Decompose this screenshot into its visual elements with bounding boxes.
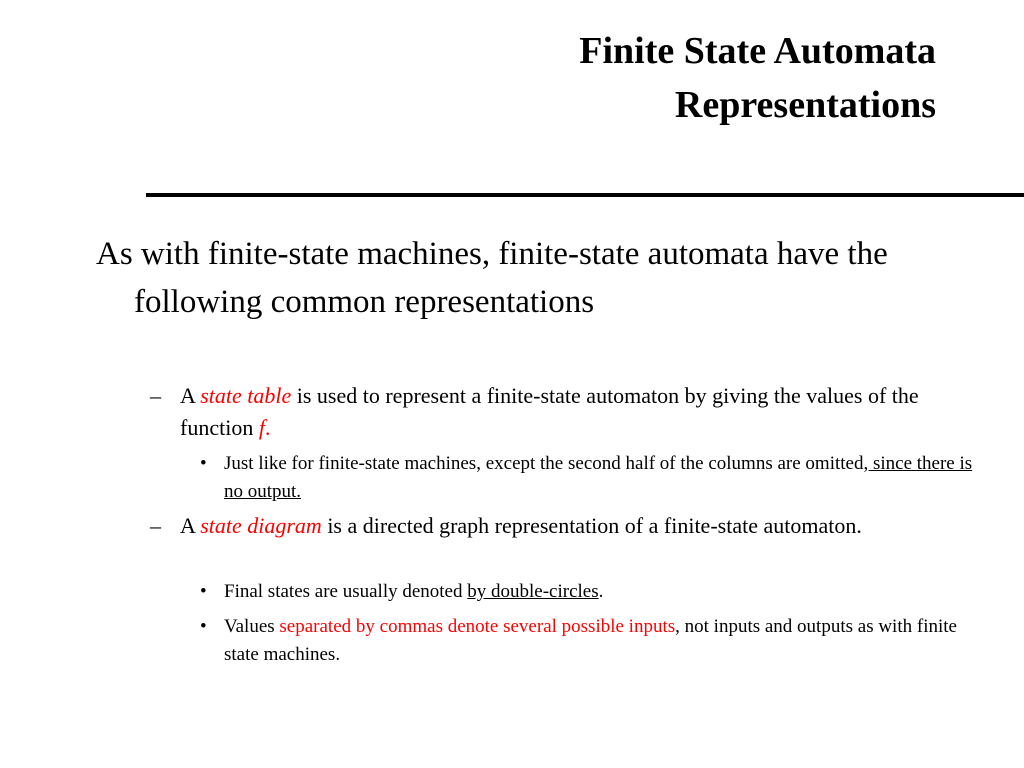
no-output-note: , since there is no output. — [224, 453, 973, 502]
state-table-description: is used to represent a finite-state automaton by giving the values of the function — [180, 383, 919, 440]
values-subitem — [200, 613, 984, 669]
state-diagram-term: state diagram — [200, 513, 322, 538]
state-diagram-description: is a directed graph representation of a finite-state automaton. — [321, 513, 862, 538]
final-states-subitem — [200, 578, 984, 606]
dash-marker: – — [150, 513, 161, 538]
state-diagram-item — [150, 510, 980, 542]
state-table-period: . — [264, 415, 271, 440]
state-table-prefix: A — [180, 383, 201, 408]
bullet-marker: • — [200, 616, 207, 637]
state-table-subitem — [200, 450, 984, 506]
title-divider — [146, 193, 1024, 197]
bullet-marker: • — [200, 453, 207, 474]
bullet-marker: • — [200, 581, 207, 602]
state-table-subitem-text: Just like for finite-state machines, except the second half of the columns are omitted — [224, 453, 864, 474]
state-table-term: state table — [200, 383, 292, 408]
function-f: f — [258, 415, 265, 440]
dash-marker: – — [150, 383, 161, 408]
state-diagram-prefix: A — [180, 513, 201, 538]
main-point: As with finite-state machines, finite-state automata have the following common representations — [96, 236, 888, 320]
final-states-period: . — [598, 581, 604, 602]
slide-title-line-1: Finite State Automata — [579, 30, 936, 72]
slide-title — [579, 24, 936, 132]
values-text-end: , not inputs and outputs as with finite state machines. — [224, 616, 957, 665]
state-table-item — [150, 380, 980, 444]
values-text: Values — [224, 616, 280, 637]
slide-title-line-2: Representations — [674, 84, 936, 126]
commas-note: separated by commas denote several possible inputs — [279, 616, 676, 637]
double-circles-note: by double-circles — [467, 581, 599, 602]
final-states-text: Final states are usually denoted — [224, 581, 468, 602]
